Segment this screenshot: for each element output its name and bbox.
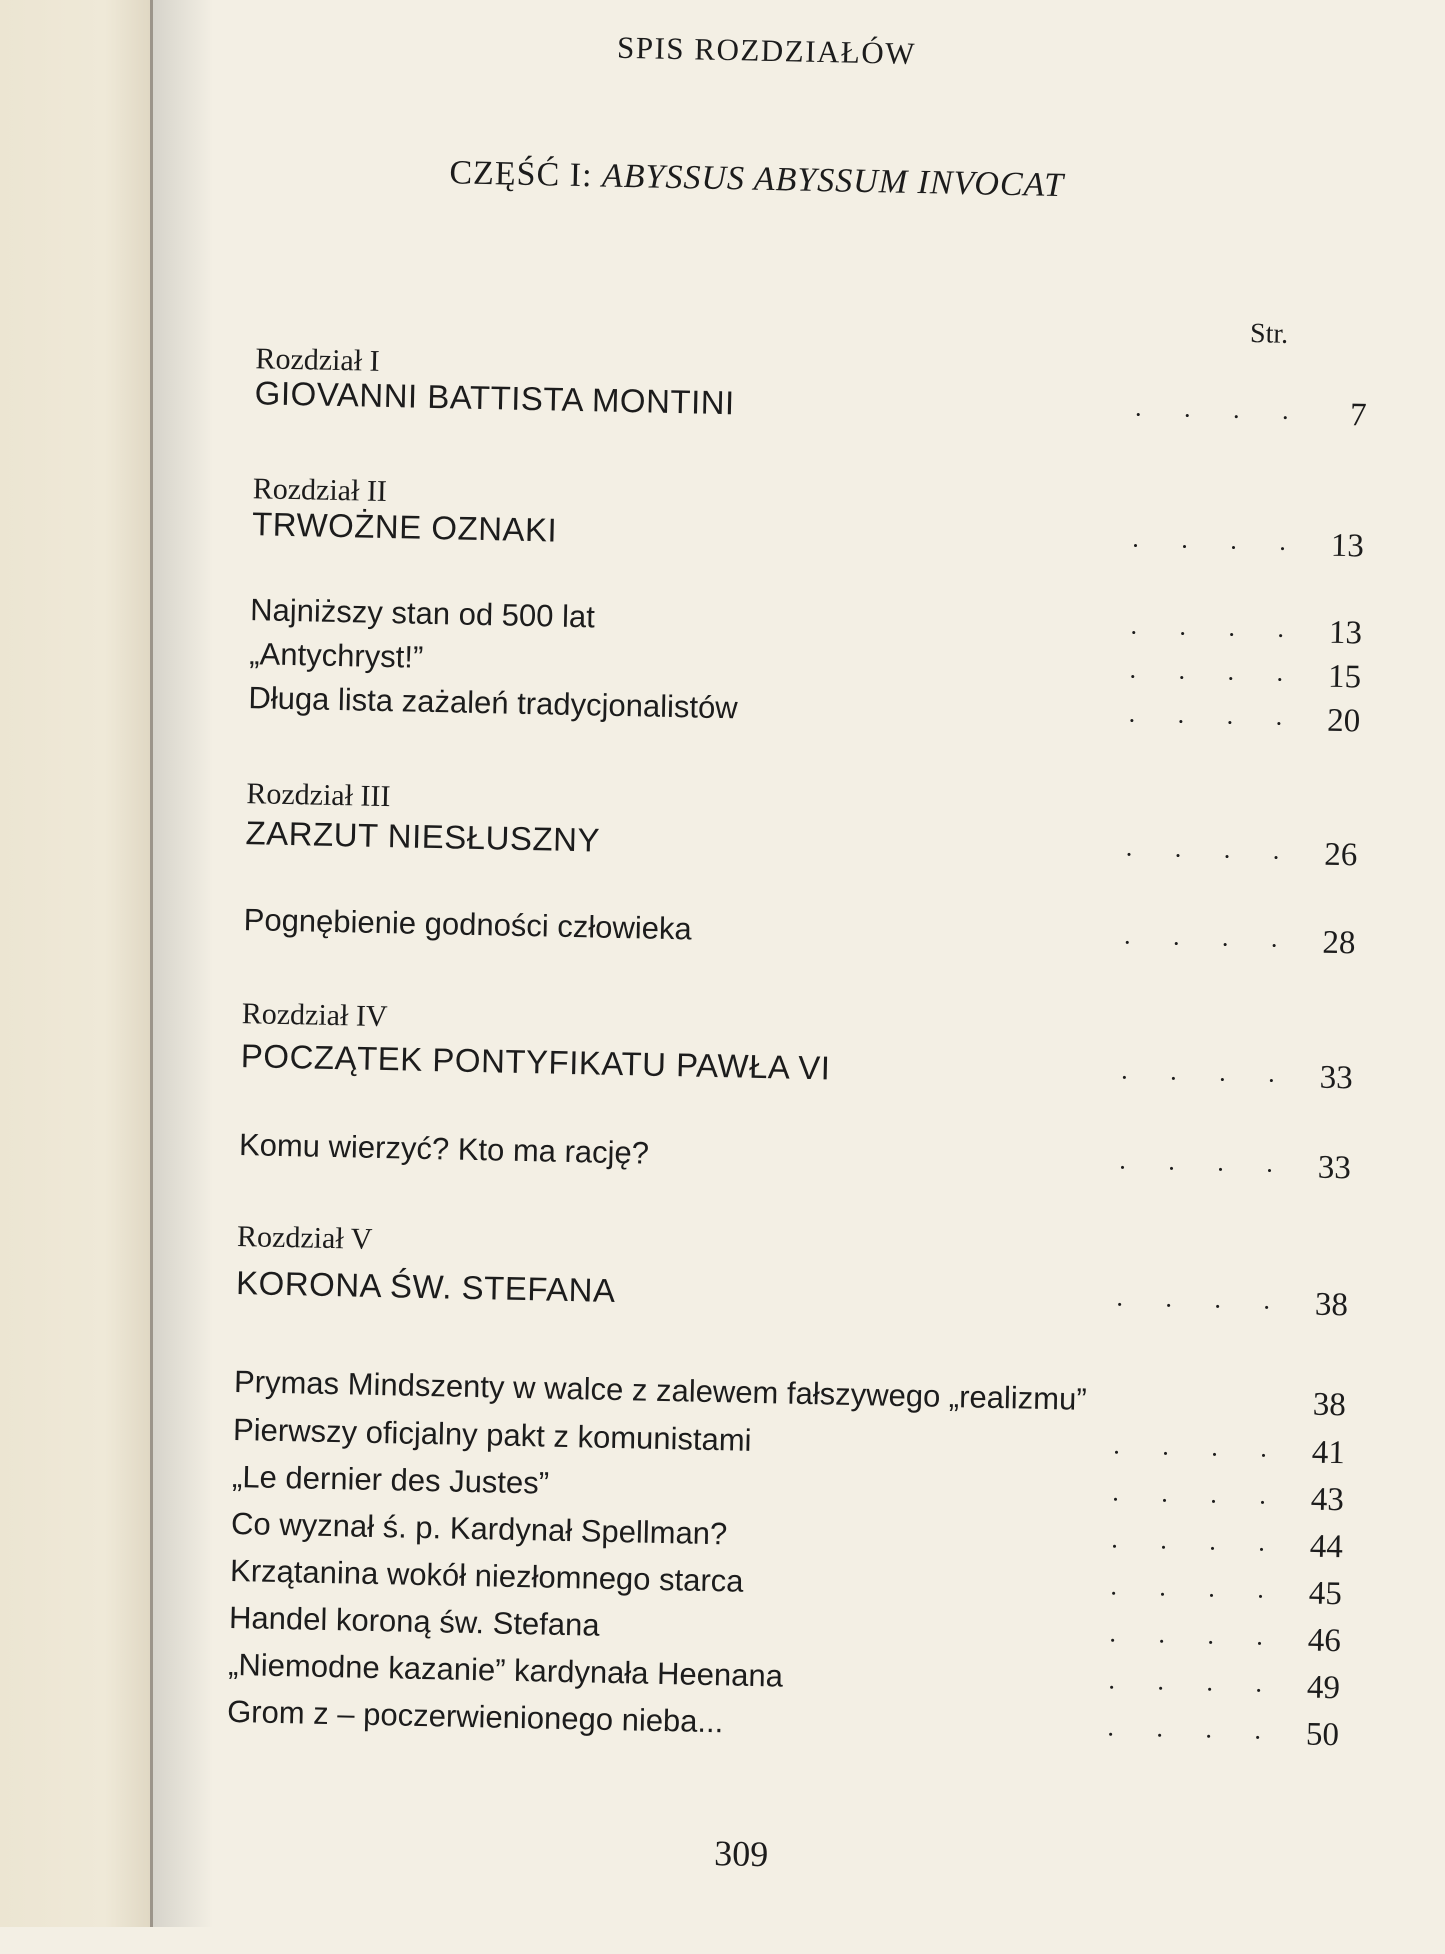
page-ref: 7 (1349, 397, 1367, 434)
page-ref: 33 (1319, 1059, 1354, 1097)
leader-dots: . . . . (1128, 698, 1301, 732)
section-title: Długa lista zażaleń tradycjonalistów (248, 680, 739, 726)
leader-dots: . . . . (1134, 392, 1307, 426)
page-number: 309 (713, 1833, 769, 1875)
chapter-label: Rozdział IV (241, 997, 388, 1034)
page-ref: 13 (1328, 614, 1363, 652)
page-ref: 38 (1312, 1386, 1347, 1424)
chapter-title: POCZĄTEK PONTYFIKATU PAWŁA VI (240, 1037, 831, 1087)
page-ref: 43 (1310, 1481, 1345, 1519)
page-ref: 28 (1322, 924, 1356, 962)
chapter-title: GIOVANNI BATTISTA MONTINI (254, 374, 736, 422)
page-ref: 26 (1323, 836, 1358, 874)
leader-dots: . . . . (1108, 1665, 1281, 1698)
section-row (243, 902, 1356, 965)
leader-dots: . . . . (1110, 1571, 1283, 1604)
leader-dots: . . . . (1125, 832, 1298, 866)
page-ref: 41 (1311, 1434, 1346, 1472)
section-title: „Niemodne kazanie” kardynała Heenana (227, 1646, 784, 1694)
chapter-label: Rozdział V (236, 1220, 373, 1256)
page-ref: 38 (1314, 1286, 1349, 1324)
leader-dots: . . . . (1111, 1524, 1284, 1557)
section-title: Komu wierzyć? Kto ma rację? (238, 1127, 650, 1171)
leader-dots: . . . . (1116, 1282, 1289, 1316)
chapter-label: Rozdział II (252, 472, 388, 509)
leader-dots: . . . . (1107, 1712, 1280, 1745)
part-prefix: CZĘŚĆ I: (449, 154, 603, 195)
section-title: „Antychryst!” (248, 636, 424, 675)
leader-dots: . . . . (1123, 920, 1296, 954)
page-ref: 49 (1306, 1669, 1341, 1707)
toc-page (113, 0, 1445, 1954)
section-title: Pognębienie godności człowieka (243, 902, 693, 947)
leader-dots: . . . . (1113, 1430, 1286, 1464)
section-title: Co wyznał ś. p. Kardynał Spellman? (230, 1505, 728, 1552)
running-head: SPIS ROZDZIAŁÓW (616, 29, 917, 71)
section-title: „Le dernier des Justes” (231, 1458, 550, 1501)
section-title: Najniższy stan od 500 lat (249, 592, 596, 635)
part-title-italic: ABYSSUS ABYSSUM INVOCAT (601, 157, 1065, 205)
page-column-label: Str. (1249, 318, 1289, 350)
leader-dots: . . . . (1112, 1477, 1285, 1511)
chapter-title: KORONA ŚW. STEFANA (235, 1264, 616, 1309)
chapter-label: Rozdział I (255, 342, 380, 378)
page-ref: 50 (1305, 1716, 1340, 1754)
page-ref: 13 (1330, 527, 1365, 565)
section-title: Prymas Mindszenty w walce z zalewem fałszywego „realizmu” (233, 1364, 1088, 1417)
section-title: Krzątanina wokół niezłomnego starca (229, 1552, 744, 1599)
leader-dots: . . . . (1121, 1055, 1294, 1089)
chapter-title: TRWOŻNE OZNAKI (251, 505, 558, 549)
leader-dots: . . . . (1130, 610, 1303, 644)
part-title (449, 154, 1064, 205)
page-ref: 33 (1317, 1149, 1352, 1187)
page-ref: 44 (1309, 1528, 1344, 1566)
page-ref: 20 (1326, 702, 1361, 740)
section-title: Handel koroną św. Stefana (228, 1599, 600, 1643)
section-title: Grom z – poczerwienionego nieba... (226, 1693, 724, 1740)
page-ref: 46 (1307, 1622, 1342, 1660)
leader-dots: . . . . (1119, 1145, 1292, 1179)
chapter-title: ZARZUT NIESŁUSZNY (245, 814, 601, 859)
leader-dots: . . . . (1132, 523, 1305, 557)
section-row (239, 1127, 1352, 1190)
section-title: Pierwszy oficjalny pakt z komunistami (232, 1411, 752, 1458)
page-ref: 45 (1308, 1575, 1343, 1613)
page-ref: 15 (1327, 658, 1362, 696)
leader-dots: . . . . (1109, 1618, 1282, 1651)
chapter-label: Rozdział III (246, 777, 391, 814)
leader-dots: . . . . (1129, 654, 1302, 688)
